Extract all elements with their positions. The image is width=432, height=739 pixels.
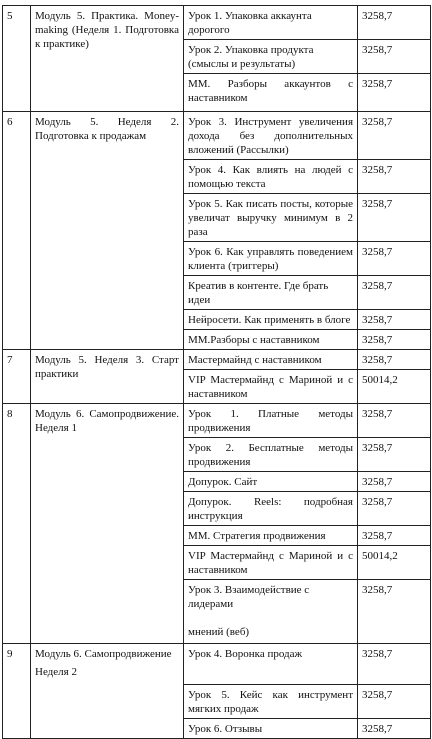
lesson-price: 3258,7	[358, 74, 431, 112]
lesson-price: 3258,7	[358, 112, 431, 160]
lesson-title	[184, 580, 358, 644]
lesson-title: ММ.Разборы с наставником	[184, 330, 358, 350]
lesson-price: 3258,7	[358, 242, 431, 276]
lesson-price: 3258,7	[358, 160, 431, 194]
lesson-price: 3258,7	[358, 685, 431, 719]
lesson-title: Мастермайнд с наставником	[184, 350, 358, 370]
module-name: Модуль 5. Неделя 2. Подготовка к продажам	[31, 112, 184, 350]
lesson-price: 3258,7	[358, 194, 431, 242]
lesson-price: 3258,7	[358, 492, 431, 526]
lesson-title: ММ. Стратегия продвижения	[184, 526, 358, 546]
lesson-title: Урок 1. Платные методы продвижения	[184, 404, 358, 438]
table-row	[3, 404, 431, 438]
lesson-price: 3258,7	[358, 438, 431, 472]
lesson-title: Урок 6. Отзывы	[184, 719, 358, 739]
lesson-price: 50014,2	[358, 370, 431, 404]
lesson-price: 3258,7	[358, 719, 431, 739]
lesson-price: 3258,7	[358, 6, 431, 40]
lesson-price: 3258,7	[358, 404, 431, 438]
module-name: Модуль 5. Практика. Money-making (Неделя 1. Подготовка к практике)	[31, 6, 184, 112]
lesson-title-line: мнений (веб)	[188, 626, 250, 638]
lesson-title: Урок 4. Как влиять на людей с помощью текста	[184, 160, 358, 194]
lesson-title: Урок 1. Упаковка аккаунта дорогого	[184, 6, 358, 40]
lesson-title: Урок 2. Бесплатные методы продвижения	[184, 438, 358, 472]
row-number: 8	[3, 404, 31, 644]
lesson-title: Нейросети. Как применять в блоге	[184, 310, 358, 330]
module-name: Модуль 5. Неделя 3. Старт практики	[31, 350, 184, 404]
lesson-title: VIP Мастермайнд с Мариной и с наставником	[184, 546, 358, 580]
table-row	[3, 112, 431, 160]
row-number: 6	[3, 112, 31, 350]
lesson-price: 50014,2	[358, 546, 431, 580]
table-row	[3, 6, 431, 40]
lesson-price: 3258,7	[358, 40, 431, 74]
lesson-title: Урок 3. Инструмент увеличения дохода без дополнительных вложений (Рассылки)	[184, 112, 358, 160]
lesson-price: 3258,7	[358, 350, 431, 370]
lesson-price: 3258,7	[358, 580, 431, 644]
lesson-price: 3258,7	[358, 526, 431, 546]
lesson-title: ММ. Разборы аккаунтов с наставником	[184, 74, 358, 112]
module-name-line: Неделя 2	[35, 666, 77, 678]
row-number: 7	[3, 350, 31, 404]
lesson-price: 3258,7	[358, 276, 431, 310]
table-row	[3, 350, 431, 370]
row-number: 9	[3, 644, 31, 739]
lesson-price: 3258,7	[358, 310, 431, 330]
curriculum-table	[2, 5, 431, 739]
lesson-price: 3258,7	[358, 330, 431, 350]
lesson-title: Креатив в контенте. Где брать идеи	[184, 276, 358, 310]
lesson-price: 3258,7	[358, 644, 431, 685]
lesson-title-line: Урок 3. Взаимодействие с лидерами	[188, 584, 310, 610]
lesson-title: Урок 4. Воронка продаж	[184, 644, 358, 685]
module-name	[31, 644, 184, 739]
module-name-line: Модуль 6. Самопродвижение	[35, 648, 172, 660]
module-name: Модуль 6. Самопродвижение. Неделя 1	[31, 404, 184, 644]
row-number: 5	[3, 6, 31, 112]
lesson-title: Допурок. Сайт	[184, 472, 358, 492]
lesson-title: Урок 6. Как управлять поведением клиента (триггеры)	[184, 242, 358, 276]
lesson-title: Урок 2. Упаковка продукта (смыслы и результаты)	[184, 40, 358, 74]
lesson-title: VIP Мастермайнд с Мариной и с наставником	[184, 370, 358, 404]
lesson-title: Допурок. Reels: подробная инструкция	[184, 492, 358, 526]
lesson-title: Урок 5. Кейс как инструмент мягких продаж	[184, 685, 358, 719]
lesson-title: Урок 5. Как писать посты, которые увеличат выручку минимум в 2 раза	[184, 194, 358, 242]
table-row	[3, 644, 431, 685]
lesson-price: 3258,7	[358, 472, 431, 492]
